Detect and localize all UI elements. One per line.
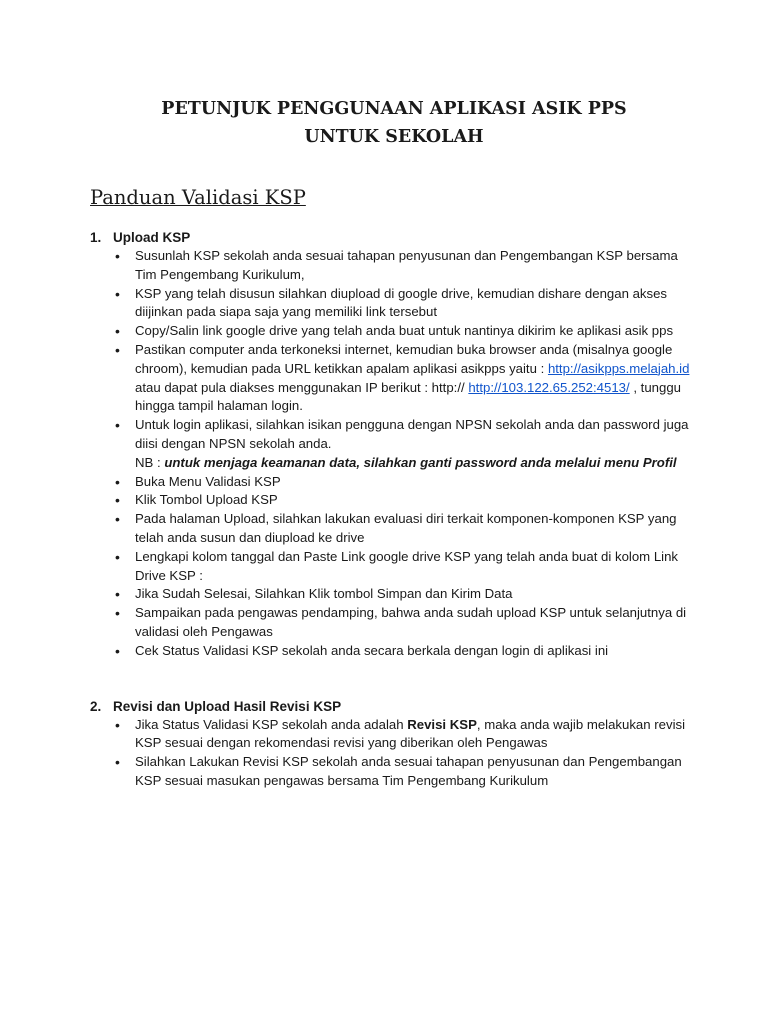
revisi-ksp-emphasis: Revisi KSP xyxy=(407,716,477,732)
ip-url-link[interactable]: http://103.122.65.252:4513/ xyxy=(468,379,630,395)
heading-text: Revisi dan Upload Hasil Revisi KSP xyxy=(113,698,342,714)
list-item: • Lengkapi kolom tanggal dan Paste Link google drive KSP yang telah anda buat di kolom Link Drive KSP : xyxy=(115,548,696,586)
list-item-text: Untuk login aplikasi, silahkan isikan pengguna dengan NPSN sekolah anda dan password juga diisi dengan NPSN sekolah anda. xyxy=(135,417,689,451)
list-item: • Buka Menu Validasi KSP xyxy=(115,473,696,492)
list-item: • KSP yang telah disusun silahkan diupload di google drive, kemudian dishare dengan akses diijinkan pada siapa saja yang memiliki link tersebut xyxy=(115,285,696,323)
heading-number: 1. xyxy=(90,230,102,245)
list-item xyxy=(115,341,696,416)
validation-steps-list xyxy=(90,473,696,661)
list-item-text: atau dapat pula diakses menggunakan IP berikut : http:// xyxy=(135,379,465,395)
list-item: • Susunlah KSP sekolah anda sesuai tahapan penyusunan dan Pengembangan KSP bersama Tim Pengembang Kurikulum, xyxy=(115,247,696,285)
list-item: • Cek Status Validasi KSP sekolah anda secara berkala dengan login di aplikasi ini xyxy=(115,642,696,661)
list-item: • Jika Sudah Selesai, Silahkan Klik tombol Simpan dan Kirim Data xyxy=(115,585,696,604)
heading-number: 2. xyxy=(90,698,102,714)
list-item: • Silahkan Lakukan Revisi KSP sekolah anda sesuai tahapan penyusunan dan Pengembangan KSP sesuai masukan pengawas bersama Tim Pengembang Kurikulum xyxy=(115,753,696,791)
list-item-text: Pastikan computer anda terkoneksi internet, kemudian buka browser anda (misalnya google chroom), kemudian pada URL ketikkan apalam aplikasi asikpps yaitu : xyxy=(135,341,673,376)
list-item xyxy=(115,716,696,754)
list-item: • Copy/Salin link google drive yang telah anda buat untuk nantinya dikirim ke aplikasi asik pps xyxy=(115,322,696,341)
document-title xyxy=(90,95,696,151)
list-item: • Sampaikan pada pengawas pendamping, bahwa anda sudah upload KSP untuk selanjutnya di validasi oleh Pengawas xyxy=(115,604,696,642)
asikpps-url-link[interactable]: http://asikpps.melajah.id xyxy=(547,360,690,376)
list-item-text: , tunggu hingga tampil halaman login. xyxy=(135,379,681,414)
list-item-text: Jika Status Validasi KSP sekolah anda adalah xyxy=(135,716,408,732)
title-line-1: PETUNJUK PENGGUNAAN APLIKASI ASIK PPS xyxy=(161,99,627,119)
heading-text: Upload KSP xyxy=(113,230,191,245)
list-item xyxy=(115,416,696,472)
heading-revisi-ksp xyxy=(90,698,696,716)
nb-note: untuk menjaga keamanan data, silahkan ganti password anda melalui menu Profil xyxy=(164,454,677,470)
upload-steps-list xyxy=(90,247,696,473)
title-line-2: UNTUK SEKOLAH xyxy=(304,127,484,147)
list-item-text: , maka anda wajib melakukan revisi KSP sesuai dengan rekomendasi revisi yang diberikan oleh Pengawas xyxy=(135,716,686,751)
list-item: • Klik Tombol Upload KSP xyxy=(115,491,696,510)
revision-steps-list xyxy=(90,716,696,791)
heading-upload-ksp xyxy=(90,229,696,247)
section-title: Panduan Validasi KSP xyxy=(90,186,306,209)
nb-label: NB : xyxy=(135,454,165,470)
list-item: • Pada halaman Upload, silahkan lakukan evaluasi diri terkait komponen-komponen KSP yang telah anda susun dan diupload ke drive xyxy=(115,510,696,548)
